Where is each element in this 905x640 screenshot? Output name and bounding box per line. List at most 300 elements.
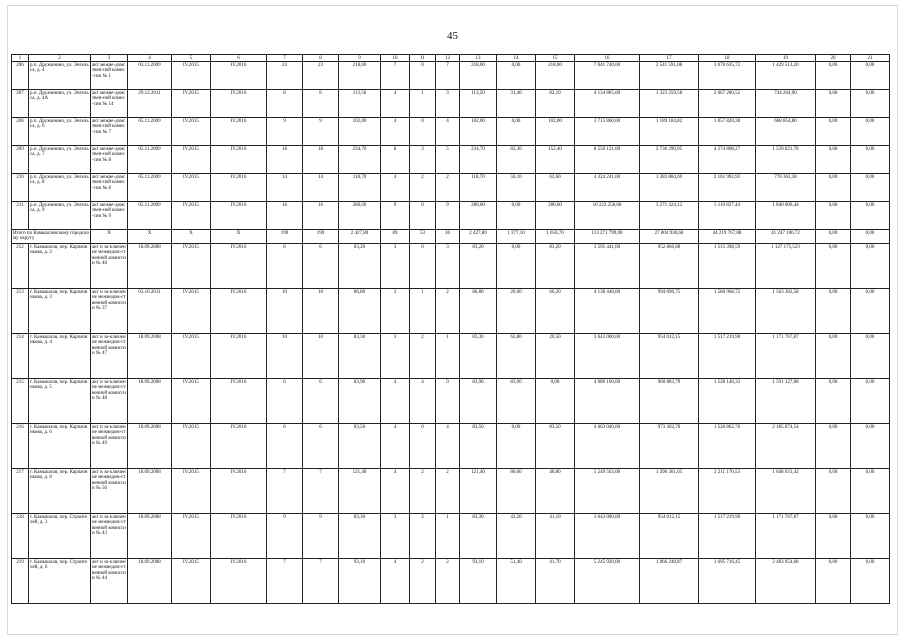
total-cell-c4: X xyxy=(128,230,172,244)
table-cell-p2: IV.2016 xyxy=(211,334,267,379)
table-cell-date: 05.11.2009 xyxy=(128,174,172,202)
table-row xyxy=(12,424,890,469)
table-cell-n: 211 xyxy=(12,202,29,230)
table-cell-c15: 280,60 xyxy=(536,202,575,230)
table-cell-c11: 2 xyxy=(410,174,436,202)
table-cell-c14: 42,20 xyxy=(497,514,536,559)
table-cell-c18: 1 857 820,38 xyxy=(699,118,756,146)
table-cell-c17: 1 066 248,87 xyxy=(640,559,699,604)
table-cell-c16: 3 643 000,00 xyxy=(575,334,640,379)
table-cell-c7: 14 xyxy=(267,174,303,202)
table-cell-doc: акт и за-ключение межведом-ственной комиссии № 48 xyxy=(91,379,128,424)
table-cell-c20: 0,00 xyxy=(816,334,851,379)
table-cell-c20: 0,00 xyxy=(816,244,851,289)
table-cell-c19: 2 185 874,54 xyxy=(756,424,816,469)
column-number: 18 xyxy=(699,55,756,62)
total-cell-c3: X xyxy=(91,230,128,244)
table-cell-p1: IV.2015 xyxy=(172,244,211,289)
table-cell-c8: 10 xyxy=(303,289,339,334)
table-cell-c10: 7 xyxy=(381,62,410,90)
table-cell-c12: 2 xyxy=(436,174,460,202)
table-cell-c12: 1 xyxy=(436,514,460,559)
column-number: 1 xyxy=(12,55,29,62)
column-number: 20 xyxy=(816,55,851,62)
table-cell-c9: 102,00 xyxy=(339,118,381,146)
table-cell-c17: 2 736 290,95 xyxy=(640,146,699,174)
table-cell-c10: 4 xyxy=(381,424,410,469)
table-cell-c15: 41,10 xyxy=(536,514,575,559)
table-row xyxy=(12,62,890,90)
table-cell-c21: 0,00 xyxy=(851,174,890,202)
table-cell-c7: 9 xyxy=(267,118,303,146)
table-cell-p1: IV.2015 xyxy=(172,514,211,559)
table-cell-doc: акт межве-домствен-ной комис-сии № 14 xyxy=(91,90,128,118)
table-cell-p2: IV.2016 xyxy=(211,244,267,289)
table-cell-c21: 0,00 xyxy=(851,514,890,559)
table-cell-doc: акт межве-домствен-ной комис-сии № 7 xyxy=(91,118,128,146)
table-cell-c21: 0,00 xyxy=(851,469,890,514)
table-cell-c8: 10 xyxy=(303,334,339,379)
table-cell-date: 18.09.2008 xyxy=(128,469,172,514)
table-cell-c8: 18 xyxy=(303,146,339,174)
table-cell-p2: IV.2016 xyxy=(211,62,267,90)
column-number-row xyxy=(12,55,890,62)
table-cell-n: 219 xyxy=(12,559,29,604)
column-number: 12 xyxy=(436,55,460,62)
table-cell-n: 208 xyxy=(12,118,29,146)
table-cell-c16: 8 550 121,00 xyxy=(575,146,640,174)
table-cell-p1: IV.2015 xyxy=(172,424,211,469)
table-cell-c20: 0,00 xyxy=(816,62,851,90)
table-cell-n: 216 xyxy=(12,424,29,469)
table-row xyxy=(12,90,890,118)
table-cell-c19: 1 840 006,44 xyxy=(756,202,816,230)
table-cell-c7: 6 xyxy=(267,244,303,289)
column-number: 2 xyxy=(29,55,91,62)
table-cell-p1: IV.2015 xyxy=(172,146,211,174)
table-row xyxy=(12,469,890,514)
column-number: 8 xyxy=(303,55,339,62)
table-cell-c15: 102,00 xyxy=(536,118,575,146)
table-cell-c8: 7 xyxy=(303,559,339,604)
table-cell-c21: 0,00 xyxy=(851,334,890,379)
table-cell-c16: 7 041 740,00 xyxy=(575,62,640,90)
table-cell-c14: 31,40 xyxy=(497,90,536,118)
table-cell-c19: 2 483 954,68 xyxy=(756,559,816,604)
table-cell-c16: 3 595 441,00 xyxy=(575,244,640,289)
table-cell-c14: 51,40 xyxy=(497,559,536,604)
table-cell-c14: 0,00 xyxy=(497,202,536,230)
table-cell-addr: р.п. Дружинино, ул. Энгельса, д. 9 xyxy=(29,202,91,230)
table-cell-c7: 6 xyxy=(267,424,303,469)
table-cell-c14: 0,00 xyxy=(497,424,536,469)
table-cell-c15: 0,00 xyxy=(536,379,575,424)
table-cell-c21: 0,00 xyxy=(851,289,890,334)
table-cell-c9: 83,90 xyxy=(339,379,381,424)
total-cell-c20: 0,00 xyxy=(816,230,851,244)
table-cell-c18: 1 515 398,59 xyxy=(699,244,756,289)
table-cell-c19: 744 264,90 xyxy=(756,90,816,118)
table-cell-c8: 14 xyxy=(303,174,339,202)
table-cell-c18: 1 520 862,76 xyxy=(699,424,756,469)
table-cell-doc: акт и за-ключение межведом-ственной комиссии № 43 xyxy=(91,514,128,559)
table-row xyxy=(12,202,890,230)
column-number: 14 xyxy=(497,55,536,62)
table-cell-date: 18.09.2008 xyxy=(128,559,172,604)
table-cell-c17: 954 012,15 xyxy=(640,334,699,379)
table-cell-c15: 152,40 xyxy=(536,146,575,174)
table-cell-c10: 3 xyxy=(381,244,410,289)
total-cell-c11: 53 xyxy=(410,230,436,244)
table-cell-c13: 234,70 xyxy=(460,146,497,174)
table-cell-c10: 4 xyxy=(381,469,410,514)
table-cell-c17: 3 271 424,12 xyxy=(640,202,699,230)
table-cell-c20: 0,00 xyxy=(816,379,851,424)
table-cell-date: 03.11.2009 xyxy=(128,62,172,90)
total-cell-c16: 113 271 799,00 xyxy=(575,230,640,244)
table-cell-c11: 2 xyxy=(410,514,436,559)
table-cell-p1: IV.2015 xyxy=(172,379,211,424)
table-cell-addr: р.п. Дружинино, ул. Энгельса, д. 4 xyxy=(29,62,91,90)
table-cell-addr: г. Камышлов, пер. Карпачникова, д. 6 xyxy=(29,424,91,469)
total-cell-c15: 1 050,70 xyxy=(536,230,575,244)
table-cell-addr: г. Камышлов, пер. Карпачникова, д. 3 xyxy=(29,289,91,334)
table-cell-c8: 6 xyxy=(303,379,339,424)
table-cell-c20: 0,00 xyxy=(816,469,851,514)
table-row xyxy=(12,514,890,559)
table-cell-date: 05.11.2009 xyxy=(128,146,172,174)
table-cell-c17: 960 883,79 xyxy=(640,379,699,424)
table-cell-c21: 0,00 xyxy=(851,379,890,424)
table-cell-c17: 1 323 259,58 xyxy=(640,90,699,118)
table-cell-c17: 2 541 591,08 xyxy=(640,62,699,90)
table-cell-c20: 0,00 xyxy=(816,174,851,202)
table-cell-date: 03.10.2011 xyxy=(128,289,172,334)
column-number: 3 xyxy=(91,55,128,62)
table-cell-c10: 9 xyxy=(381,202,410,230)
table-cell-p2: IV.2016 xyxy=(211,174,267,202)
table-row xyxy=(12,118,890,146)
table-cell-c11: 0 xyxy=(410,424,436,469)
total-cell-c6: X xyxy=(211,230,267,244)
table-cell-c20: 0,00 xyxy=(816,289,851,334)
table-cell-c14: 80,60 xyxy=(497,469,536,514)
column-number: 19 xyxy=(756,55,816,62)
table-cell-c18: 3 070 635,72 xyxy=(699,62,756,90)
table-cell-c21: 0,00 xyxy=(851,202,890,230)
table-cell-doc: акт и за-ключение межведом-ственной комиссии № 46 xyxy=(91,244,128,289)
table-cell-c19: 1 539 021,78 xyxy=(756,146,816,174)
total-label: Итого по Камышловскому городскому округу xyxy=(12,230,91,244)
table-cell-c16: 4 663 040,00 xyxy=(575,424,640,469)
column-number: 21 xyxy=(851,55,890,62)
table-cell-c13: 86,80 xyxy=(460,289,497,334)
table-cell-c8: 23 xyxy=(303,62,339,90)
table-cell-addr: г. Камышлов, пер. Карпачникова, д. 5 xyxy=(29,379,91,424)
table-cell-c20: 0,00 xyxy=(816,559,851,604)
table-cell-c9: 118,70 xyxy=(339,174,381,202)
table-cell-c9: 86,80 xyxy=(339,289,381,334)
table-cell-addr: г. Камышлов, пер. Строителей, д. 3 xyxy=(29,514,91,559)
table-cell-c13: 218,00 xyxy=(460,62,497,90)
table-cell-c14: 0,00 xyxy=(497,62,536,90)
table-cell-c21: 0,00 xyxy=(851,62,890,90)
table-cell-addr: р.п. Дружинино, ул. Энгельса, д. 6 xyxy=(29,118,91,146)
table-cell-c10: 4 xyxy=(381,90,410,118)
table-cell-addr: р.п. Дружинино, ул. Энгельса, д. 7 xyxy=(29,146,91,174)
table-cell-c13: 83,30 xyxy=(460,334,497,379)
table-cell-c12: 4 xyxy=(436,424,460,469)
table-cell-c12: 3 xyxy=(436,244,460,289)
table-cell-c14: 82,30 xyxy=(497,146,536,174)
table-cell-c11: 1 xyxy=(410,90,436,118)
table-cell-c12: 9 xyxy=(436,202,460,230)
table-cell-c17: 1 383 884,69 xyxy=(640,174,699,202)
table-cell-c10: 4 xyxy=(381,174,410,202)
table-cell-c12: 2 xyxy=(436,469,460,514)
table-cell-c7: 18 xyxy=(267,146,303,174)
table-cell-c19: 1 429 513,20 xyxy=(756,62,816,90)
column-number: 4 xyxy=(128,55,172,62)
table-cell-c17: 954 012,15 xyxy=(640,514,699,559)
total-cell-c13: 2 427,80 xyxy=(460,230,497,244)
table-cell-c11: 0 xyxy=(410,62,436,90)
table-cell-c7: 10 xyxy=(267,334,303,379)
table-cell-c13: 121,40 xyxy=(460,469,497,514)
table-cell-c14: 83,90 xyxy=(497,379,536,424)
total-row xyxy=(12,230,890,244)
table-cell-c16: 4 134 805,00 xyxy=(575,90,640,118)
table-cell-addr: г. Камышлов, пер. Карпачникова, д. 4 xyxy=(29,334,91,379)
table-cell-doc: акт и за-ключение межведом-ственной комиссии № 47 xyxy=(91,334,128,379)
table-cell-c21: 0,00 xyxy=(851,118,890,146)
table-cell-c13: 280,60 xyxy=(460,202,497,230)
table-cell-addr: р.п. Дружинино, ул. Энгельса, д. 4А xyxy=(29,90,91,118)
table-cell-c13: 102,00 xyxy=(460,118,497,146)
table-cell-c10: 4 xyxy=(381,379,410,424)
column-number: 6 xyxy=(211,55,267,62)
table-cell-date: 29.12.2011 xyxy=(128,90,172,118)
table-cell-c15: 40,80 xyxy=(536,469,575,514)
table-cell-c10: 3 xyxy=(381,334,410,379)
table-cell-date: 18.09.2008 xyxy=(128,379,172,424)
table-cell-date: 05.11.2009 xyxy=(128,202,172,230)
total-cell-c14: 1 377,10 xyxy=(497,230,536,244)
table-row xyxy=(12,379,890,424)
table-cell-p1: IV.2015 xyxy=(172,118,211,146)
table-cell-c11: 0 xyxy=(410,118,436,146)
total-cell-c8: 199 xyxy=(303,230,339,244)
table-cell-c13: 83,20 xyxy=(460,244,497,289)
table-cell-p2: IV.2016 xyxy=(211,424,267,469)
table-cell-addr: р.п. Дружинино, ул. Энгельса, д. 8 xyxy=(29,174,91,202)
table-cell-c12: 4 xyxy=(436,118,460,146)
table-cell-p2: IV.2016 xyxy=(211,202,267,230)
registry-table xyxy=(11,54,890,604)
table-cell-c15: 83,20 xyxy=(536,244,575,289)
table-cell-c14: 56,10 xyxy=(497,174,536,202)
column-number: 11 xyxy=(410,55,436,62)
total-cell-c12: 36 xyxy=(436,230,460,244)
table-cell-c19: 1 127 175,523 xyxy=(756,244,816,289)
table-cell-c17: 1 189 184,82 xyxy=(640,118,699,146)
table-cell-c16: 10 222 258,00 xyxy=(575,202,640,230)
table-cell-doc: акт и за-ключение межведом-ственной комиссии № 50 xyxy=(91,469,128,514)
table-cell-doc: акт и за-ключение межведом-ственной комиссии № 49 xyxy=(91,424,128,469)
table-cell-c11: 2 xyxy=(410,469,436,514)
table-cell-c20: 0,00 xyxy=(816,90,851,118)
table-cell-c15: 82,10 xyxy=(536,90,575,118)
total-cell-c9: 2 427,80 xyxy=(339,230,381,244)
table-cell-date: 18.09.2008 xyxy=(128,334,172,379)
total-cell-c18: 44 219 767,88 xyxy=(699,230,756,244)
table-cell-c12: 7 xyxy=(436,62,460,90)
table-cell-c17: 1 390 361,05 xyxy=(640,469,699,514)
table-cell-p2: IV.2016 xyxy=(211,118,267,146)
table-cell-n: 214 xyxy=(12,334,29,379)
page-number: 45 xyxy=(447,30,458,42)
table-cell-c7: 8 xyxy=(267,90,303,118)
table-cell-c18: 2 067 280,52 xyxy=(699,90,756,118)
table-cell-c14: 20,60 xyxy=(497,289,536,334)
total-cell-c10: 89 xyxy=(381,230,410,244)
table-cell-c7: 23 xyxy=(267,62,303,90)
table-row xyxy=(12,334,890,379)
table-cell-c13: 93,10 xyxy=(460,559,497,604)
table-cell-n: 207 xyxy=(12,90,29,118)
table-cell-c18: 1 695 716,45 xyxy=(699,559,756,604)
table-cell-c11: 1 xyxy=(410,289,436,334)
table-cell-c9: 280,60 xyxy=(339,202,381,230)
table-cell-c8: 16 xyxy=(303,202,339,230)
table-cell-c10: 3 xyxy=(381,289,410,334)
table-cell-n: 206 xyxy=(12,62,29,90)
table-cell-c15: 62,60 xyxy=(536,174,575,202)
table-cell-c20: 0,00 xyxy=(816,146,851,174)
table-cell-c18: 1 528 148,33 xyxy=(699,379,756,424)
table-cell-c17: 994 096,75 xyxy=(640,289,699,334)
table-cell-doc: акт и за-ключение межведом-ственной комиссии № 37 xyxy=(91,289,128,334)
table-cell-p2: IV.2016 xyxy=(211,514,267,559)
table-cell-c15: 66,20 xyxy=(536,289,575,334)
table-cell-c9: 121,40 xyxy=(339,469,381,514)
table-row xyxy=(12,289,890,334)
table-cell-p2: IV.2016 xyxy=(211,469,267,514)
table-cell-c13: 83,90 xyxy=(460,379,497,424)
total-cell-c19: 41 247 100,72 xyxy=(756,230,816,244)
table-cell-c15: 83,50 xyxy=(536,424,575,469)
table-cell-c10: 3 xyxy=(381,514,410,559)
table-cell-c8: 9 xyxy=(303,514,339,559)
table-cell-p2: IV.2016 xyxy=(211,90,267,118)
table-cell-c18: 1 580 968,72 xyxy=(699,289,756,334)
table-cell-n: 212 xyxy=(12,244,29,289)
table-cell-n: 218 xyxy=(12,514,29,559)
table-cell-c15: 20,50 xyxy=(536,334,575,379)
table-cell-c7: 7 xyxy=(267,469,303,514)
table-cell-c19: 778 363,38 xyxy=(756,174,816,202)
column-number: 16 xyxy=(575,55,640,62)
column-number: 13 xyxy=(460,55,497,62)
table-cell-c18: 5 110 827,44 xyxy=(699,202,756,230)
table-cell-c14: 0,00 xyxy=(497,244,536,289)
table-cell-date: 05.11.2009 xyxy=(128,118,172,146)
table-cell-c8: 6 xyxy=(303,244,339,289)
table-cell-c7: 9 xyxy=(267,514,303,559)
table-cell-c9: 83,30 xyxy=(339,334,381,379)
table-cell-c19: 1 648 031,42 xyxy=(756,469,816,514)
table-cell-doc: акт межве-домствен-ной комис-сии № 9 xyxy=(91,202,128,230)
table-cell-p1: IV.2015 xyxy=(172,90,211,118)
table-cell-p1: IV.2015 xyxy=(172,202,211,230)
table-cell-p2: IV.2016 xyxy=(211,379,267,424)
table-cell-c20: 0,00 xyxy=(816,514,851,559)
table-cell-c16: 3 715 860,00 xyxy=(575,118,640,146)
column-number: 7 xyxy=(267,55,303,62)
table-cell-n: 215 xyxy=(12,379,29,424)
table-cell-p1: IV.2015 xyxy=(172,289,211,334)
table-cell-c9: 234,70 xyxy=(339,146,381,174)
table-cell-date: 18.09.2008 xyxy=(128,424,172,469)
table-cell-c11: 4 xyxy=(410,379,436,424)
table-cell-c14: 62,80 xyxy=(497,334,536,379)
table-cell-date: 18.09.2008 xyxy=(128,514,172,559)
column-number: 5 xyxy=(172,55,211,62)
table-cell-c11: 0 xyxy=(410,244,436,289)
table-cell-c9: 83,30 xyxy=(339,514,381,559)
table-cell-c15: 41,70 xyxy=(536,559,575,604)
table-cell-c9: 218,00 xyxy=(339,62,381,90)
table-cell-c13: 113,50 xyxy=(460,90,497,118)
table-cell-c16: 3 643 000,00 xyxy=(575,514,640,559)
table-cell-c15: 218,00 xyxy=(536,62,575,90)
table-cell-addr: г. Камышлов, пер. Карпачникова, д. 8 xyxy=(29,469,91,514)
column-number: 15 xyxy=(536,55,575,62)
table-cell-c9: 83,20 xyxy=(339,244,381,289)
table-cell-c19: 1 563 382,58 xyxy=(756,289,816,334)
total-cell-c7: 199 xyxy=(267,230,303,244)
table-cell-p1: IV.2015 xyxy=(172,334,211,379)
table-row xyxy=(12,244,890,289)
table-cell-c21: 0,00 xyxy=(851,559,890,604)
table-cell-c12: 1 xyxy=(436,334,460,379)
table-cell-p1: IV.2015 xyxy=(172,62,211,90)
table-cell-c8: 6 xyxy=(303,424,339,469)
table-cell-c9: 93,10 xyxy=(339,559,381,604)
table-cell-p2: IV.2016 xyxy=(211,146,267,174)
table-cell-c18: 4 274 808,27 xyxy=(699,146,756,174)
table-cell-c20: 0,00 xyxy=(816,202,851,230)
table-cell-c14: 0,00 xyxy=(497,118,536,146)
table-cell-c8: 9 xyxy=(303,118,339,146)
table-cell-c11: 3 xyxy=(410,146,436,174)
table-cell-c19: 668 854,80 xyxy=(756,118,816,146)
table-cell-c21: 0,00 xyxy=(851,90,890,118)
table-cell-c9: 83,50 xyxy=(339,424,381,469)
table-cell-p1: IV.2015 xyxy=(172,174,211,202)
column-number: 10 xyxy=(381,55,410,62)
table-cell-c13: 83,30 xyxy=(460,514,497,559)
table-cell-doc: акт и за-ключение межведом-ственной комиссии № 44 xyxy=(91,559,128,604)
table-cell-c7: 10 xyxy=(267,289,303,334)
table-cell-c16: 5 249 563,00 xyxy=(575,469,640,514)
table-cell-date: 18.09.2008 xyxy=(128,244,172,289)
table-cell-c7: 16 xyxy=(267,202,303,230)
table-cell-p2: IV.2016 xyxy=(211,289,267,334)
table-cell-p2: IV.2016 xyxy=(211,559,267,604)
table-cell-c21: 0,00 xyxy=(851,244,890,289)
table-cell-c17: 973 302,70 xyxy=(640,424,699,469)
